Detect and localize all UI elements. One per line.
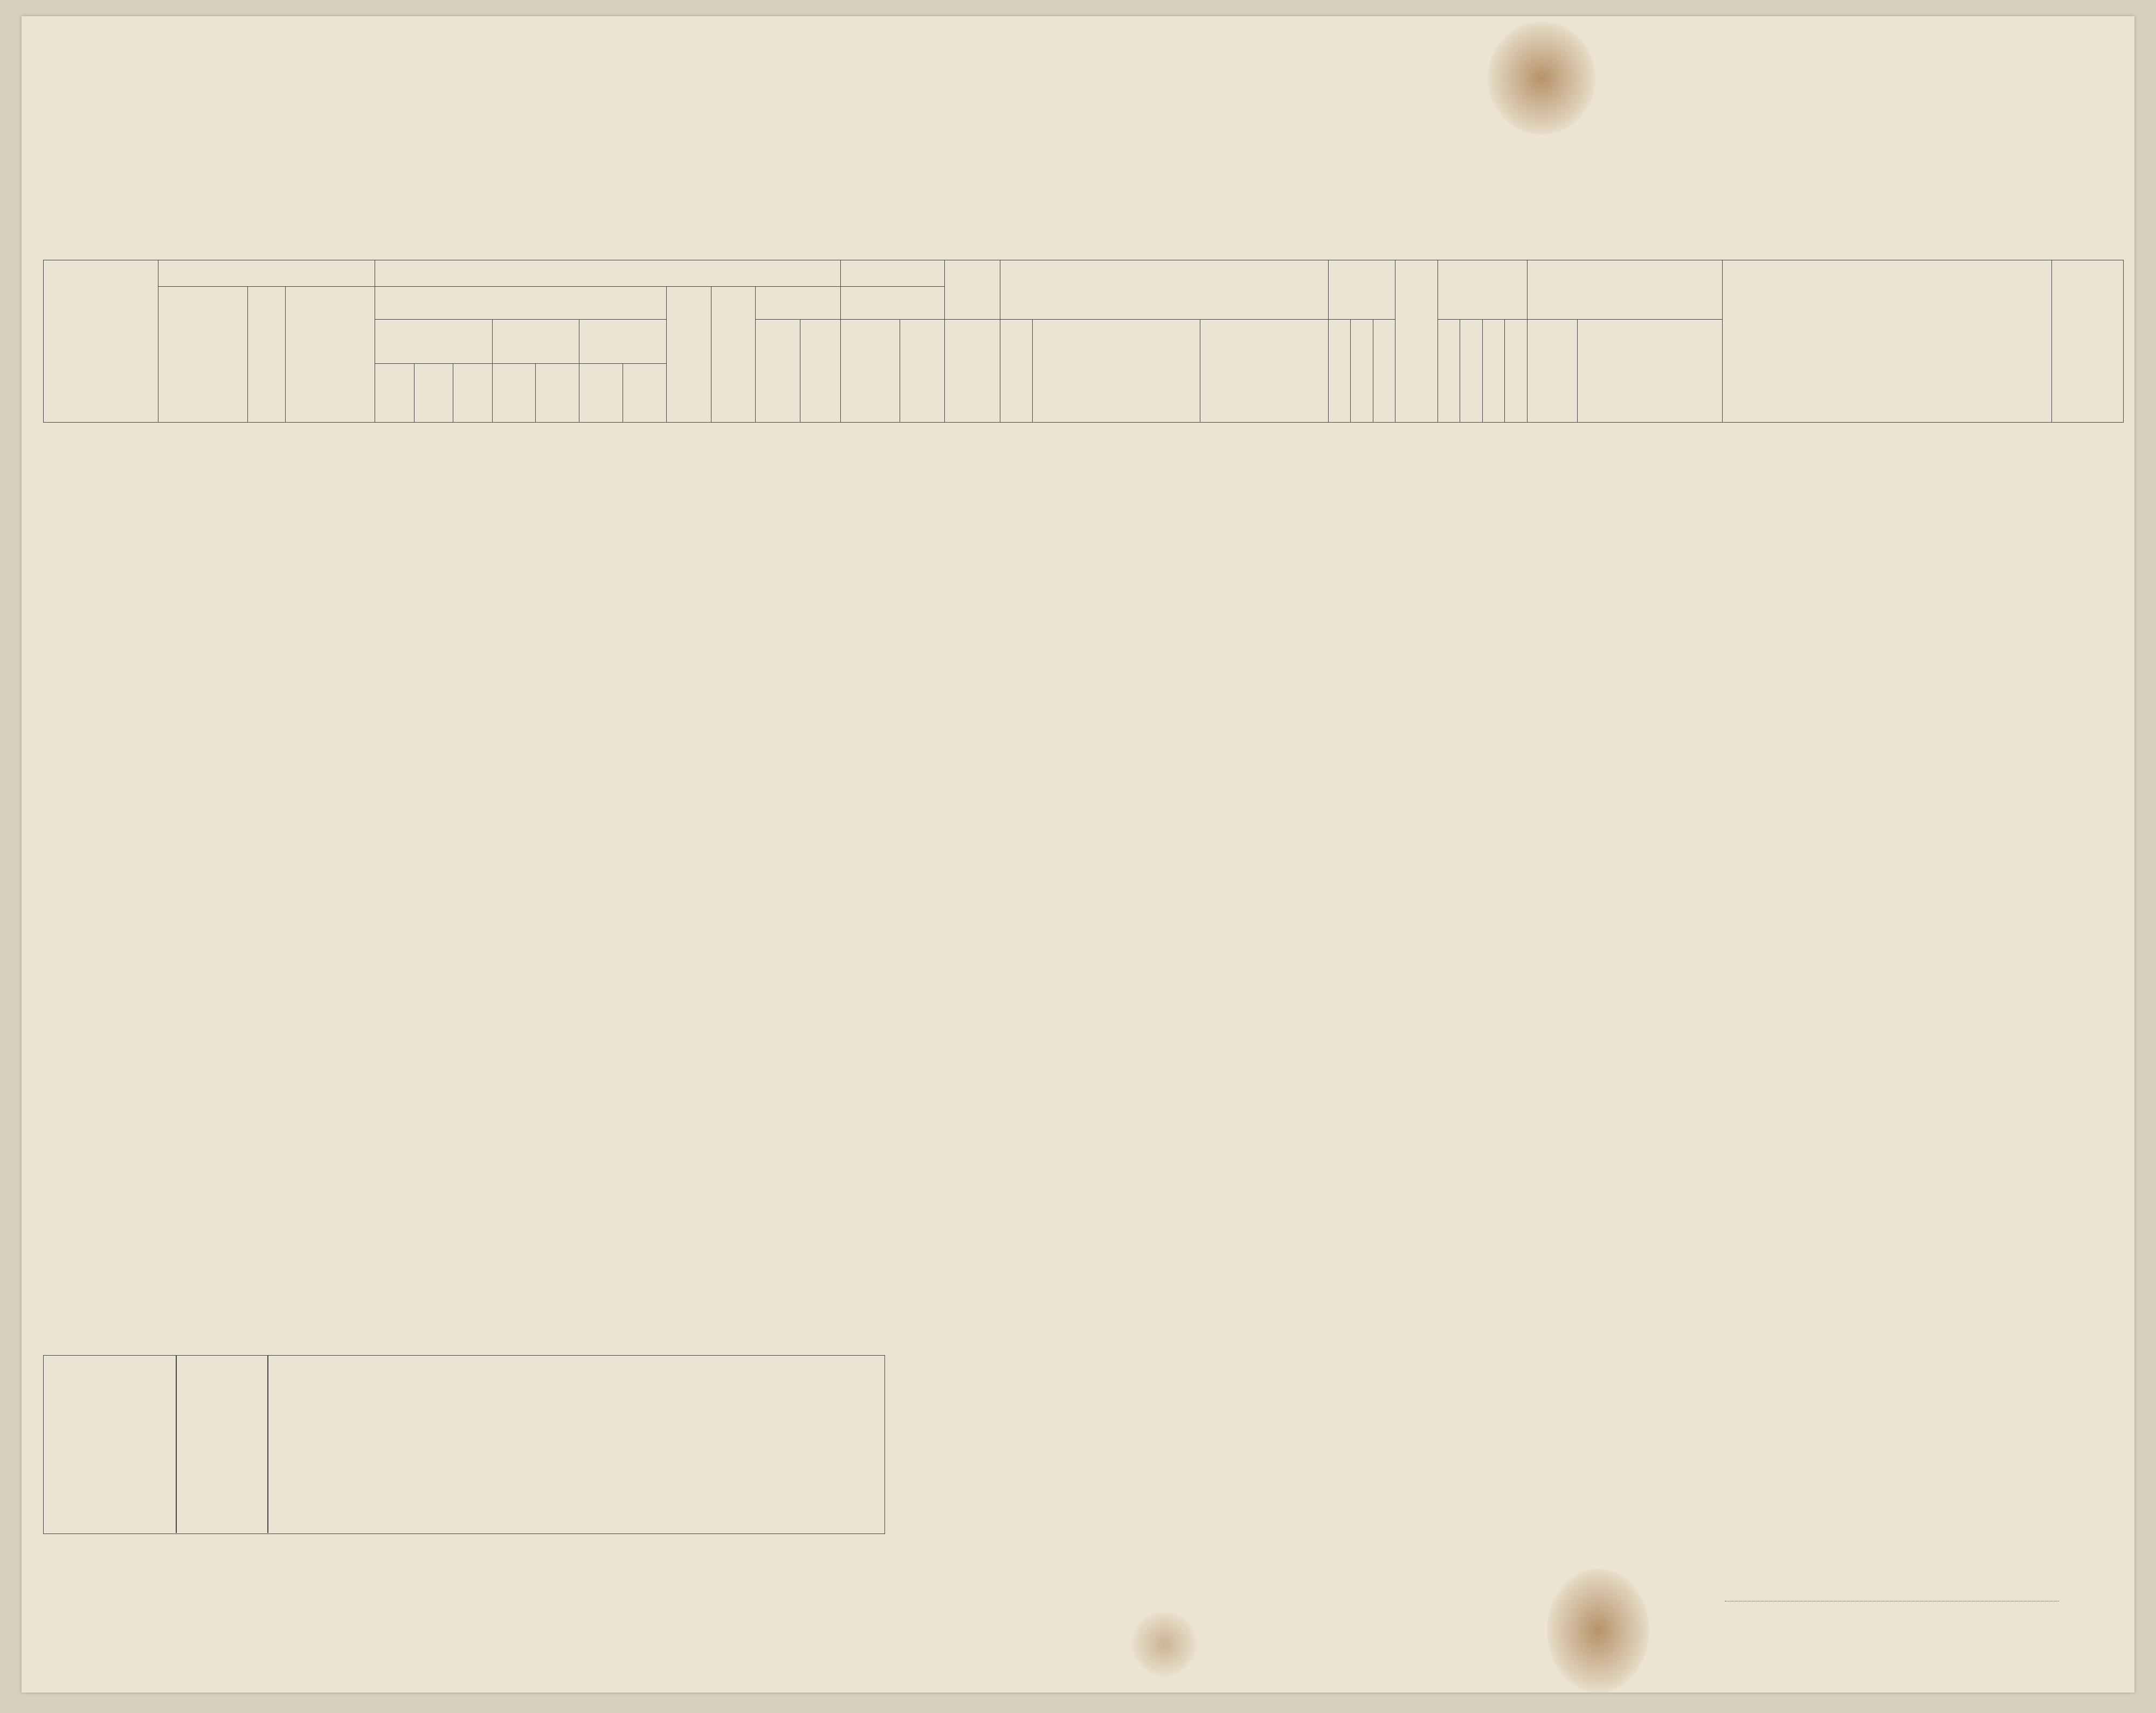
temperature-header: [375, 260, 841, 287]
evaporation-header: [1438, 260, 1528, 320]
corrections-box: [43, 1355, 885, 1534]
date-header-right: [2052, 260, 2124, 423]
moving-from-header: [1200, 320, 1328, 423]
sun-radiation-header: [711, 287, 756, 423]
min-wet-header: [623, 364, 666, 423]
rain-header: [1329, 260, 1395, 320]
stain: [1488, 22, 1595, 135]
divider: [267, 1355, 268, 1533]
direction-header: [840, 320, 900, 423]
pressure-header: [158, 260, 375, 287]
earth-9-header: [756, 320, 800, 423]
date-header: [44, 260, 158, 423]
cloud-header: [1000, 260, 1329, 320]
minimum-header: [579, 320, 667, 364]
weather-header: [1527, 260, 1722, 320]
form-sheet: [22, 16, 2134, 1693]
evap-hundredths-header: [1482, 320, 1504, 423]
attached-thermometer-header: [248, 287, 286, 423]
max-wet-header: [536, 364, 579, 423]
rain-inches-header: [1329, 320, 1351, 423]
earth-header: [756, 287, 841, 320]
stain: [1132, 1612, 1197, 1676]
anemometer-header: [944, 260, 1000, 320]
handwritten-note: [1941, 1336, 2112, 1360]
rain-tenths-header: [1351, 320, 1373, 423]
humidity-header: [453, 364, 492, 423]
remarks-header: [1723, 260, 2052, 423]
earth-18-header: [800, 320, 841, 423]
barometer-read-header: [158, 287, 248, 423]
dry-header: [375, 364, 414, 423]
max-dry-header: [492, 364, 536, 423]
at-time-header: [1527, 320, 1577, 423]
evap-inches-header: [1438, 320, 1460, 423]
bright-sunshine-header: [1395, 260, 1438, 423]
maximum-header: [492, 320, 579, 364]
divider: [176, 1355, 177, 1533]
at-9h-header: [375, 320, 492, 364]
wind-header: [840, 260, 944, 287]
rain-hundredths-header: [1373, 320, 1395, 423]
types-header: [1033, 320, 1200, 423]
wet-header: [414, 364, 453, 423]
min-dry-header: [579, 364, 623, 423]
beaufort-header: [840, 287, 944, 320]
force-header: [900, 320, 944, 423]
observations-table: [43, 260, 2124, 423]
past-24-header: [1577, 320, 1722, 423]
min-grass-header: [666, 287, 711, 423]
run-header: [944, 320, 1000, 423]
evap-tenths-header: [1460, 320, 1482, 423]
stain: [1547, 1569, 1649, 1693]
barometer-corrected-header: [286, 287, 375, 423]
evap-thousandths-header: [1505, 320, 1527, 423]
amount-header: [1000, 320, 1033, 423]
in-screen-header: [375, 287, 667, 320]
